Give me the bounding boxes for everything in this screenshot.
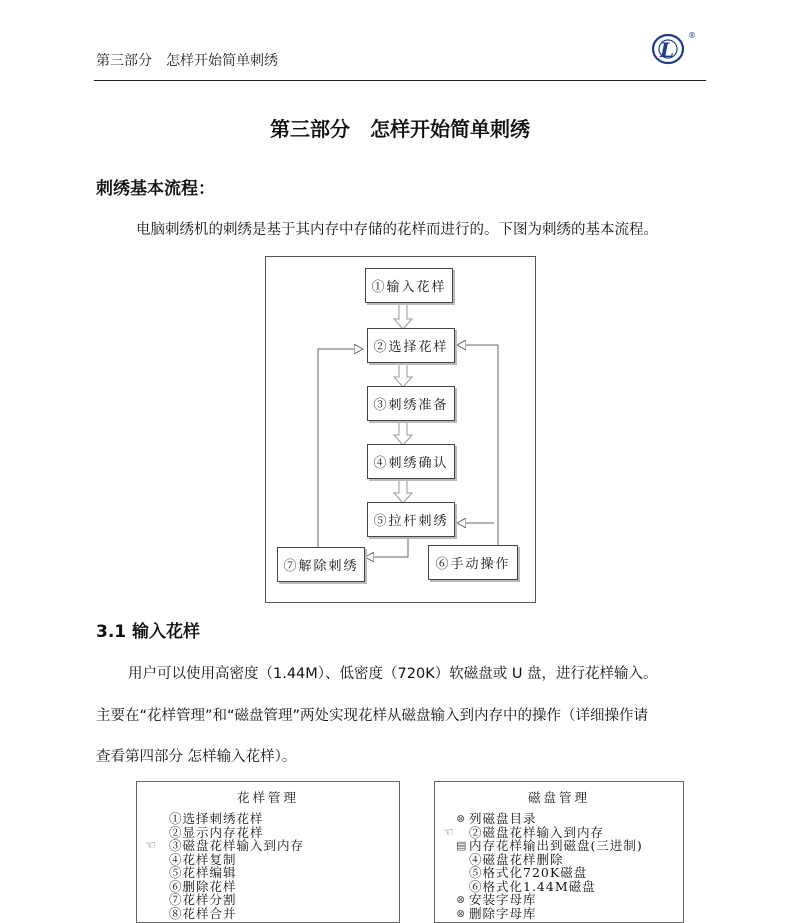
paragraph-line-3: 查看第四部分 怎样输入花样）。 (96, 749, 297, 765)
pattern-menu-item: ⑦花样分割 (169, 892, 237, 907)
pattern-menu-item-selected (145, 838, 399, 853)
crossed-circle-icon: ⊗ (456, 906, 467, 920)
section-heading: 刺绣基本流程： (96, 179, 215, 199)
flow-step-lever-embroider: ⑤拉杆刺绣 (367, 502, 455, 537)
registered-mark: ® (688, 31, 696, 40)
disk-menu-item: ⊗ 列磁盘目录 (456, 811, 537, 826)
pattern-menu-item: ②显示内存花样 (169, 824, 264, 840)
pattern-menu-item: ①选择刺绣花样 (169, 811, 264, 826)
logo-letter: L (660, 38, 675, 62)
flow-step-manual: ⑥手动操作 (428, 545, 518, 580)
disk-management-menu (434, 781, 684, 923)
pattern-menu-item-label: ③磁盘花样输入到内存 (169, 838, 305, 853)
embroidery-flowchart (265, 256, 536, 603)
flow-step-select-pattern: ②选择花样 (367, 328, 455, 363)
document-icon: ▤ (456, 839, 468, 852)
flow-step-release: ⑦解除刺绣 (277, 547, 365, 582)
disk-menu-item: ⊗ 删除字母库 (456, 905, 537, 921)
flow-step-confirm: ④刺绣确认 (367, 444, 455, 479)
disk-menu-item: ⑤格式化720K磁盘 (469, 865, 588, 880)
flow-step-prepare: ③刺绣准备 (367, 386, 455, 421)
disk-menu-item: ▤ 内存花样输出到磁盘(三进制) (456, 838, 643, 853)
pattern-menu-item: ④花样复制 (169, 851, 237, 867)
subsection-heading: 3.1 输入花样 (96, 622, 201, 642)
intro-paragraph: 电脑刺绣机的刺绣是基于其内存中存储的花样而进行的。下图为刺绣的基本流程。 (136, 222, 658, 238)
header-divider (94, 80, 706, 81)
disk-menu-item: ⊗ 安装字母库 (456, 892, 537, 907)
disk-menu-item-selected: ☜ ②磁盘花样输入到内存 (443, 824, 605, 840)
pointing-hand-icon: ☜ (443, 824, 455, 839)
flow-step-input-pattern: ①输入花样 (365, 268, 453, 303)
pattern-menu-item: ⑤花样编辑 (169, 865, 237, 880)
disk-menu-item: ④磁盘花样删除 (469, 851, 564, 867)
disk-menu-title: 磁盘管理 (527, 790, 590, 805)
disk-menu-item: ⑥格式化1.44M磁盘 (469, 878, 596, 894)
running-header: 第三部分 怎样开始简单刺绣 (96, 53, 278, 69)
pattern-management-menu (136, 781, 400, 923)
crossed-circle-icon: ⊗ (456, 812, 467, 825)
pattern-menu-item: ⑧花样合并 (169, 905, 237, 921)
paragraph-line-1: 用户可以使用高密度（1.44M）、低密度（720K）软磁盘或 U 盘，进行花样输入。 (128, 666, 658, 682)
pointing-hand-icon: ☜ (145, 838, 157, 852)
paragraph-line-2: 主要在“花样管理”和“磁盘管理”两处实现花样从磁盘输入到内存中的操作（详细操作请 (96, 708, 649, 724)
page-title: 第三部分 怎样开始简单刺绣 (270, 117, 530, 141)
crossed-circle-icon: ⊗ (456, 893, 467, 906)
brand-logo (650, 28, 700, 68)
pattern-menu-item: ⑥删除花样 (169, 878, 237, 894)
pattern-menu-title: 花样管理 (236, 790, 299, 805)
